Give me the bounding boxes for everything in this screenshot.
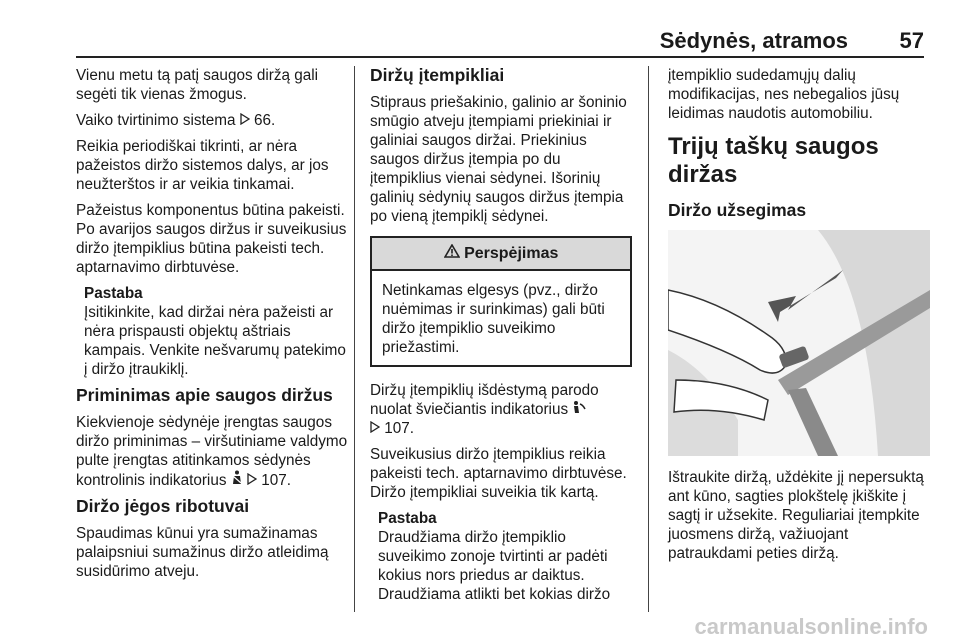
paragraph: Vienu metu tą patį saugos diržą gali segėti tik vienas žmogus. xyxy=(76,67,319,103)
paragraph-text: Vaiko tvirtinimo sistema xyxy=(76,112,236,129)
header-rule xyxy=(76,56,924,58)
column-divider-1 xyxy=(354,66,355,612)
page-number: 57 xyxy=(899,28,924,53)
warning-triangle-icon xyxy=(444,244,460,263)
watermark: carmanualsonline.info xyxy=(694,614,928,639)
note-title: Pastaba xyxy=(84,285,143,302)
paragraph: Spaudimas kūnui yra sumažinamas palaipsniui sumažinus diržo atleidimą susidūrimo atveju. xyxy=(76,525,329,580)
seatbelt-fastening-illustration xyxy=(668,230,930,456)
column-divider-2 xyxy=(648,66,649,612)
section-heading-reminder: Priminimas apie saugos diržus xyxy=(76,385,333,405)
warning-title: Perspėjimas xyxy=(464,245,559,262)
page-ref-link[interactable]: 107. xyxy=(261,472,292,489)
note-text: Draudžiama diržo įtempiklio suveikimo zonoje tvirtinti ar padėti kokius nors priedus ar daiktus. Draudžiama atlikti bet kokias diržo xyxy=(378,529,611,603)
note-text: Įsitikinkite, kad diržai nėra pažeisti ar nėra prispausti objektų aštriais kampais. Venkite nešvarumų patekimo į diržo įtraukiklį. xyxy=(84,304,346,378)
column-3 xyxy=(668,66,928,570)
pretensioner-indicator-icon xyxy=(572,400,586,419)
warning-header xyxy=(372,238,630,271)
arrow-ref-icon xyxy=(247,471,257,490)
paragraph: įtempiklio sudedamųjų dalių modifikacijas, nes nebegalios jūsų leidimas naudotis automobiliu. xyxy=(668,67,900,122)
warning-box xyxy=(370,236,632,367)
paragraph xyxy=(370,381,632,438)
page-title: Sėdynės, atramos xyxy=(659,28,848,53)
page-header xyxy=(0,0,960,60)
note-block xyxy=(370,509,632,604)
section-heading-force-limiter: Diržo jėgos ribotuvai xyxy=(76,496,250,516)
arrow-ref-icon xyxy=(240,111,250,130)
paragraph: Pažeistus komponentus būtina pakeisti. Po avarijos saugos diržus ir suveikusius diržo įtempiklius būtina pakeisti tech. aptarnavimo dirbtuvėse. xyxy=(76,202,347,276)
subsection-heading-fastening: Diržo užsegimas xyxy=(668,200,807,220)
paragraph xyxy=(76,413,348,490)
warning-text: Netinkamas elgesys (pvz., diržo nuėmimas ir surinkimas) gali būti diržo įtempiklio suveikimo priežastimi. xyxy=(382,282,605,356)
paragraph xyxy=(76,111,348,130)
paragraph: Suveikusius diržo įtempiklius reikia pakeisti tech. aptarnavimo dirbtuvėse. Diržo įtempikliai suveikia tik kartą. xyxy=(370,446,627,501)
column-1 xyxy=(76,66,348,588)
section-heading-tensioners: Diržų įtempikliai xyxy=(370,65,505,85)
note-title: Pastaba xyxy=(378,510,437,527)
paragraph: Stipraus priešakinio, galinio ar šoninio smūgio atveju įtempiami priekiniai ir galiniai saugos diržai. Priekinius saugos diržus įtempia po du įtempiklius vienai sėdynei. Išorinių galinių sėdynių saugos diržus įtempia po vieną įtempiklį sėdynei. xyxy=(370,94,627,225)
note-block xyxy=(76,284,348,379)
seatbelt-reminder-icon xyxy=(231,470,243,490)
paragraph: Ištraukite diržą, uždėkite jį nepersuktą ant kūno, sagties plokštelę įkiškite į sagtį ir užsekite. Reguliariai įtempkite juosmens diržą, važiuojant patraukdami peties diržą. xyxy=(668,469,924,562)
column-2 xyxy=(370,66,632,611)
page-ref-link[interactable]: 107. xyxy=(384,420,415,437)
arrow-ref-icon xyxy=(370,419,380,438)
paragraph-text: Diržų įtempiklių išdėstymą parodo nuolat šviečiantis indikatorius xyxy=(370,382,599,418)
paragraph: Reikia periodiškai tikrinti, ar nėra pažeistos diržo sistemos dalys, ar jos neužterštos ir ar veikia tinkamai. xyxy=(76,138,329,193)
paragraph-text: Kiekvienoje sėdynėje įrengtas saugos diržo priminimas – viršutiniame valdymo pulte įrengtas atitinkamos sėdynės kontrolinis indikatorius xyxy=(76,414,348,489)
section-heading-three-point-belt: Trijų taškų saugos diržas xyxy=(668,133,879,188)
page-ref-link[interactable]: 66. xyxy=(254,112,276,129)
